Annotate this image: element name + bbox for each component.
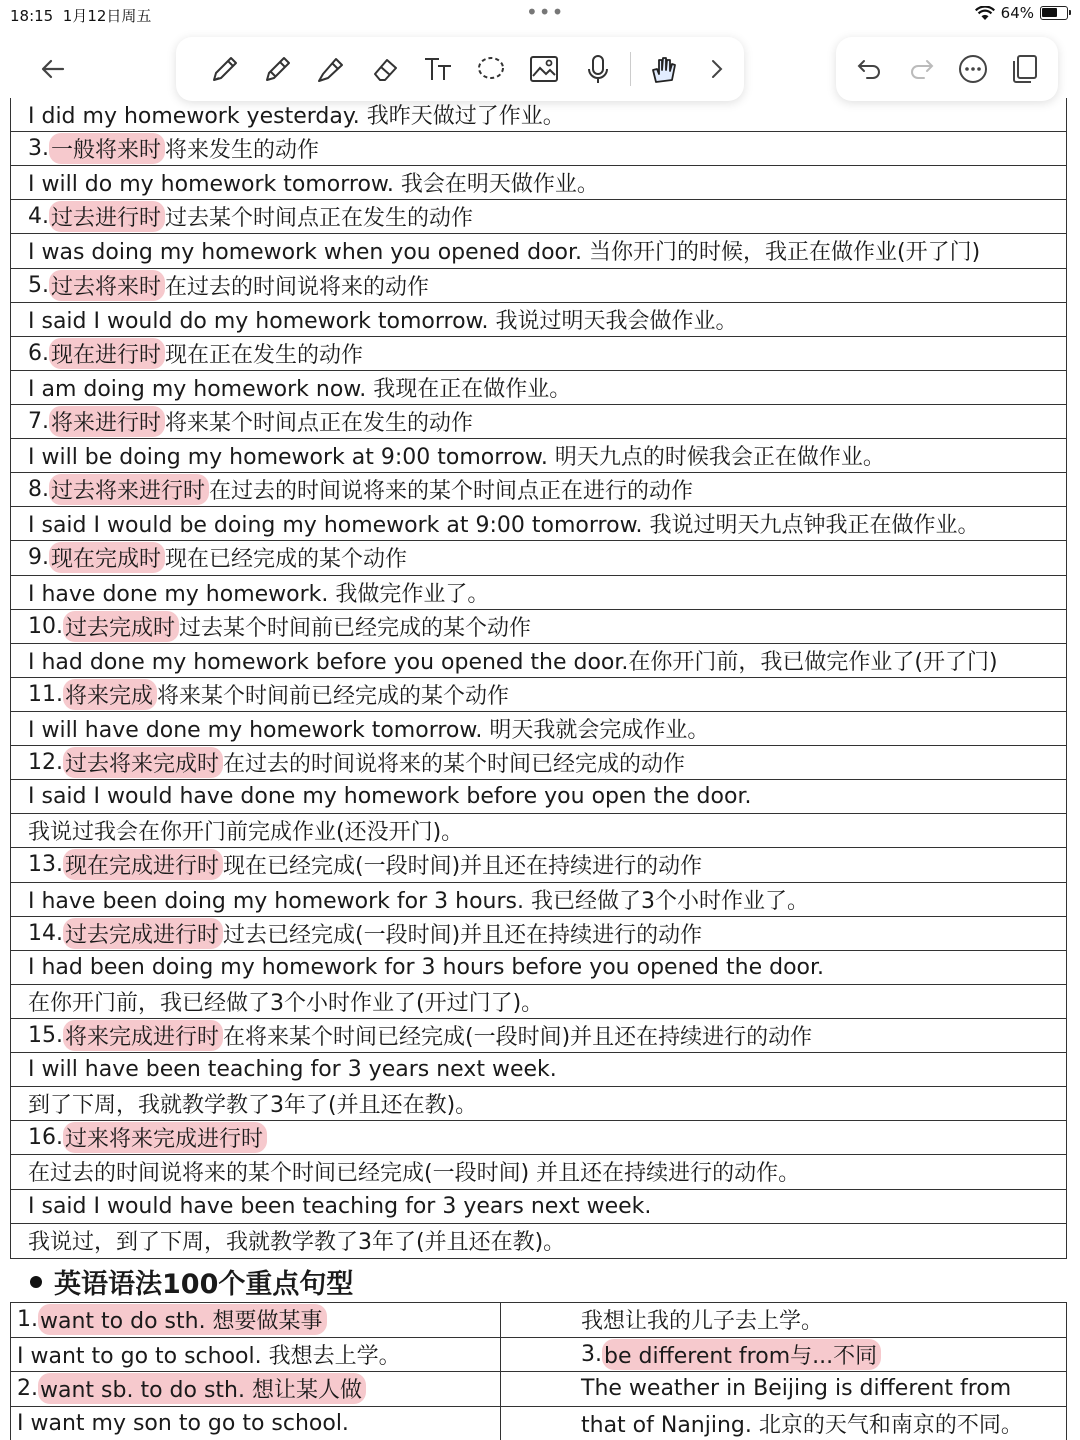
highlighted-term: 过去完成时 xyxy=(63,611,179,642)
example-row xyxy=(11,1053,1066,1087)
line-text: I will do my homework tomorrow. 我会在明天做作业。 xyxy=(28,172,599,198)
highlighted-term: 现在进行时 xyxy=(49,338,165,369)
example-row xyxy=(11,303,1066,337)
highlighted-term: 过去进行时 xyxy=(49,201,165,232)
lasso-icon xyxy=(474,52,508,86)
term-description: 在将来某个时间已经完成(一段时间)并且还在持续进行的动作 xyxy=(223,1025,813,1050)
mic-tool[interactable] xyxy=(571,42,624,96)
redo-button[interactable] xyxy=(896,42,948,96)
tense-heading-row xyxy=(11,610,1066,644)
tense-heading-row xyxy=(11,1019,1066,1053)
tense-heading-row xyxy=(11,337,1066,371)
pages-icon xyxy=(1007,52,1041,86)
wifi-icon xyxy=(975,6,995,21)
pattern-cell xyxy=(11,1372,500,1407)
tense-heading-row xyxy=(11,473,1066,507)
highlighted-term: 现在完成进行时 xyxy=(63,849,223,880)
item-number: 5. xyxy=(28,272,49,298)
example-row xyxy=(11,780,1066,814)
highlighted-term: 过去完成进行时 xyxy=(63,918,223,949)
line-text: 在你开门前，我已经做了3个小时作业了(开过门了)。 xyxy=(28,990,544,1016)
line-text: I had been doing my homework for 3 hours before you opened the door. xyxy=(28,954,825,980)
undo-button[interactable] xyxy=(844,42,896,96)
example-row xyxy=(11,507,1066,541)
section-heading-text: 英语语法100个重点句型 xyxy=(54,1269,354,1300)
line-text: that of Nanjing. 北京的天气和南京的不同。 xyxy=(581,1412,1023,1438)
line-text: 到了下周，我就教学教了3年了(并且还在教)。 xyxy=(28,1093,478,1119)
line-text: I had done my homework before you opened the door.在你开门前，我已做完作业了(开了门) xyxy=(28,649,998,675)
highlighted-term: 过去将来时 xyxy=(49,270,165,301)
item-number: 1. xyxy=(17,1307,38,1333)
pattern-cell xyxy=(11,1407,500,1440)
text-tool[interactable] xyxy=(411,42,464,96)
example-row xyxy=(11,439,1066,473)
item-number: 15. xyxy=(28,1023,63,1048)
highlighted-term: 现在完成时 xyxy=(49,542,165,573)
drawing-toolbar xyxy=(176,37,744,101)
example-row xyxy=(11,951,1066,985)
item-number: 16. xyxy=(28,1125,63,1151)
tense-heading-row xyxy=(11,269,1066,303)
item-number: 2. xyxy=(17,1376,38,1402)
term-description: 过去已经完成(一段时间)并且还在持续进行的动作 xyxy=(223,922,703,948)
highlighter-tool[interactable] xyxy=(305,42,358,96)
line-text: 我说过，到了下周，我就教学教了3年了(并且还在教)。 xyxy=(28,1230,566,1256)
line-text: I said I would be doing my homework at 9:00 tomorrow. 我说过明天九点钟我正在做作业。 xyxy=(28,513,980,539)
sentence-pattern-table xyxy=(10,1302,1067,1440)
pattern-cell xyxy=(501,1372,1066,1407)
line-text: I said I would have been teaching for 3 years next week. xyxy=(28,1193,652,1219)
tense-heading-row xyxy=(11,1121,1066,1155)
example-row xyxy=(11,814,1066,848)
pages-button[interactable] xyxy=(999,42,1051,96)
highlighted-term: want sb. to do sth. 想让某人做 xyxy=(38,1373,366,1404)
line-text: I am doing my homework now. 我现在正在做作业。 xyxy=(28,376,572,402)
tense-heading-row xyxy=(11,405,1066,439)
pattern-cell xyxy=(11,1338,500,1373)
term-description: 在过去的时间说将来的某个时间已经完成的动作 xyxy=(223,752,686,778)
line-text: I will be doing my homework at 9:00 tomorrow. 明天九点的时候我会正在做作业。 xyxy=(28,445,885,471)
hand-draw-tool[interactable] xyxy=(637,42,690,96)
example-row xyxy=(11,98,1066,132)
pattern-cell xyxy=(11,1303,500,1338)
term-description: 现在已经完成的某个动作 xyxy=(165,547,408,573)
pen-tool[interactable] xyxy=(251,42,304,96)
battery-icon xyxy=(1040,6,1068,20)
line-text: The weather in Beijing is different from xyxy=(581,1376,1012,1402)
battery-percent: 64% xyxy=(1000,4,1034,22)
line-text: I did my homework yesterday. 我昨天做过了作业。 xyxy=(28,104,565,130)
undo-icon xyxy=(853,52,887,86)
highlighted-term: 将来完成 xyxy=(63,679,157,710)
toolbar-divider xyxy=(630,52,631,86)
item-number: 6. xyxy=(28,340,49,366)
back-button[interactable] xyxy=(20,44,86,94)
item-number: 9. xyxy=(28,545,49,571)
image-icon xyxy=(527,52,561,86)
eraser-icon xyxy=(368,52,402,86)
item-number: 11. xyxy=(28,681,63,707)
highlighted-term: 将来进行时 xyxy=(49,406,165,437)
line-text: I will have done my homework tomorrow. 明天我就会完成作业。 xyxy=(28,718,710,744)
line-text: I have done my homework. 我做完作业了。 xyxy=(28,581,490,607)
item-number: 4. xyxy=(28,204,49,230)
section-heading xyxy=(30,1262,353,1301)
redo-icon xyxy=(904,52,938,86)
example-row xyxy=(11,166,1066,200)
highlighted-term: want to do sth. 想要做某事 xyxy=(38,1304,327,1335)
example-row xyxy=(11,985,1066,1019)
highlighted-term: 过去将来进行时 xyxy=(49,474,209,505)
highlighted-term: 过去将来完成时 xyxy=(63,747,223,778)
toolbar-more-button[interactable] xyxy=(691,42,744,96)
tense-heading-row xyxy=(11,541,1066,575)
line-text: 在过去的时间说将来的某个时间已经完成(一段时间) 并且还在持续进行的动作。 xyxy=(28,1161,801,1187)
line-text: I have been doing my homework for 3 hours. 我已经做了3个小时作业了。 xyxy=(28,888,809,914)
back-arrow-icon xyxy=(38,54,68,84)
bullet-icon xyxy=(30,1276,42,1288)
pattern-cell xyxy=(501,1338,1066,1373)
item-number: 14. xyxy=(28,920,63,946)
term-description: 过去某个时间前已经完成的某个动作 xyxy=(179,615,532,641)
pencil-tool[interactable] xyxy=(198,42,251,96)
line-text: I will have been teaching for 3 years next week. xyxy=(28,1057,557,1083)
example-row xyxy=(11,234,1066,268)
term-description: 在过去的时间说将来的某个时间点正在进行的动作 xyxy=(209,479,694,505)
item-number: 7. xyxy=(28,409,49,435)
term-description: 现在正在发生的动作 xyxy=(165,342,364,368)
line-text: 我想让我的儿子去上学。 xyxy=(581,1309,824,1335)
example-row xyxy=(11,883,1066,917)
highlighted-term: 过来将来完成进行时 xyxy=(63,1122,267,1153)
term-description: 将来某个时间点正在发生的动作 xyxy=(165,411,474,437)
item-number: 10. xyxy=(28,613,63,639)
example-row xyxy=(11,371,1066,405)
eraser-tool[interactable] xyxy=(358,42,411,96)
mic-icon xyxy=(581,52,615,86)
line-text: I want to go to school. 我想去上学。 xyxy=(17,1343,401,1369)
pencil-icon xyxy=(208,52,242,86)
item-number: 8. xyxy=(28,477,49,503)
example-row xyxy=(11,1190,1066,1224)
highlighter-icon xyxy=(314,52,348,86)
multitask-dots-icon[interactable]: ••• xyxy=(526,0,565,24)
tense-heading-row xyxy=(11,917,1066,951)
tense-heading-row xyxy=(11,848,1066,882)
example-row xyxy=(11,1155,1066,1189)
item-number: 13. xyxy=(28,852,63,878)
example-row xyxy=(11,1087,1066,1121)
tense-table xyxy=(10,98,1067,1259)
pen-icon xyxy=(261,52,295,86)
text-icon xyxy=(421,52,455,86)
line-text: I said I would do my homework tomorrow. 我说过明天我会做作业。 xyxy=(28,308,738,334)
line-text: I said I would have done my homework before you open the door. xyxy=(28,784,752,810)
image-tool[interactable] xyxy=(518,42,571,96)
tense-heading-row xyxy=(11,132,1066,166)
term-description: 将来发生的动作 xyxy=(165,138,320,164)
highlighted-term: 一般将来时 xyxy=(49,133,165,164)
example-row xyxy=(11,576,1066,610)
item-number: 3. xyxy=(581,1341,602,1367)
highlighted-term: be different from与...不同 xyxy=(602,1339,881,1370)
more-button[interactable] xyxy=(947,42,999,96)
term-description: 过去某个时间点正在发生的动作 xyxy=(165,206,474,232)
left-column xyxy=(11,1303,501,1440)
status-right xyxy=(975,4,1068,22)
line-text: I was doing my homework when you opened door. 当你开门的时候，我正在做作业(开了门) xyxy=(28,240,981,266)
item-number: 12. xyxy=(28,750,63,776)
action-toolbar xyxy=(836,37,1058,101)
pattern-cell xyxy=(501,1407,1066,1440)
line-text: 我说过我会在你开门前完成作业(还没开门)。 xyxy=(28,820,464,846)
example-row xyxy=(11,712,1066,746)
lasso-tool[interactable] xyxy=(464,42,517,96)
hand-draw-icon xyxy=(647,52,681,86)
example-row xyxy=(11,644,1066,678)
tense-heading-row xyxy=(11,678,1066,712)
tense-heading-row xyxy=(11,746,1066,780)
term-description: 现在已经完成(一段时间)并且还在持续进行的动作 xyxy=(223,854,703,880)
right-column xyxy=(501,1303,1066,1440)
tense-heading-row xyxy=(11,200,1066,234)
status-bar xyxy=(0,0,1080,28)
term-description: 将来某个时间前已经完成的某个动作 xyxy=(157,683,510,709)
status-time: 18:15 1月12日周五 xyxy=(10,7,152,25)
more-icon xyxy=(956,52,990,86)
example-row xyxy=(11,1224,1066,1258)
highlighted-term: 将来完成进行时 xyxy=(63,1020,223,1051)
pattern-cell xyxy=(501,1303,1066,1338)
term-description: 在过去的时间说将来的动作 xyxy=(165,274,430,300)
line-text: I want my son to go to school. xyxy=(17,1410,349,1436)
item-number: 3. xyxy=(28,136,49,162)
chevron-right-icon xyxy=(700,52,734,86)
